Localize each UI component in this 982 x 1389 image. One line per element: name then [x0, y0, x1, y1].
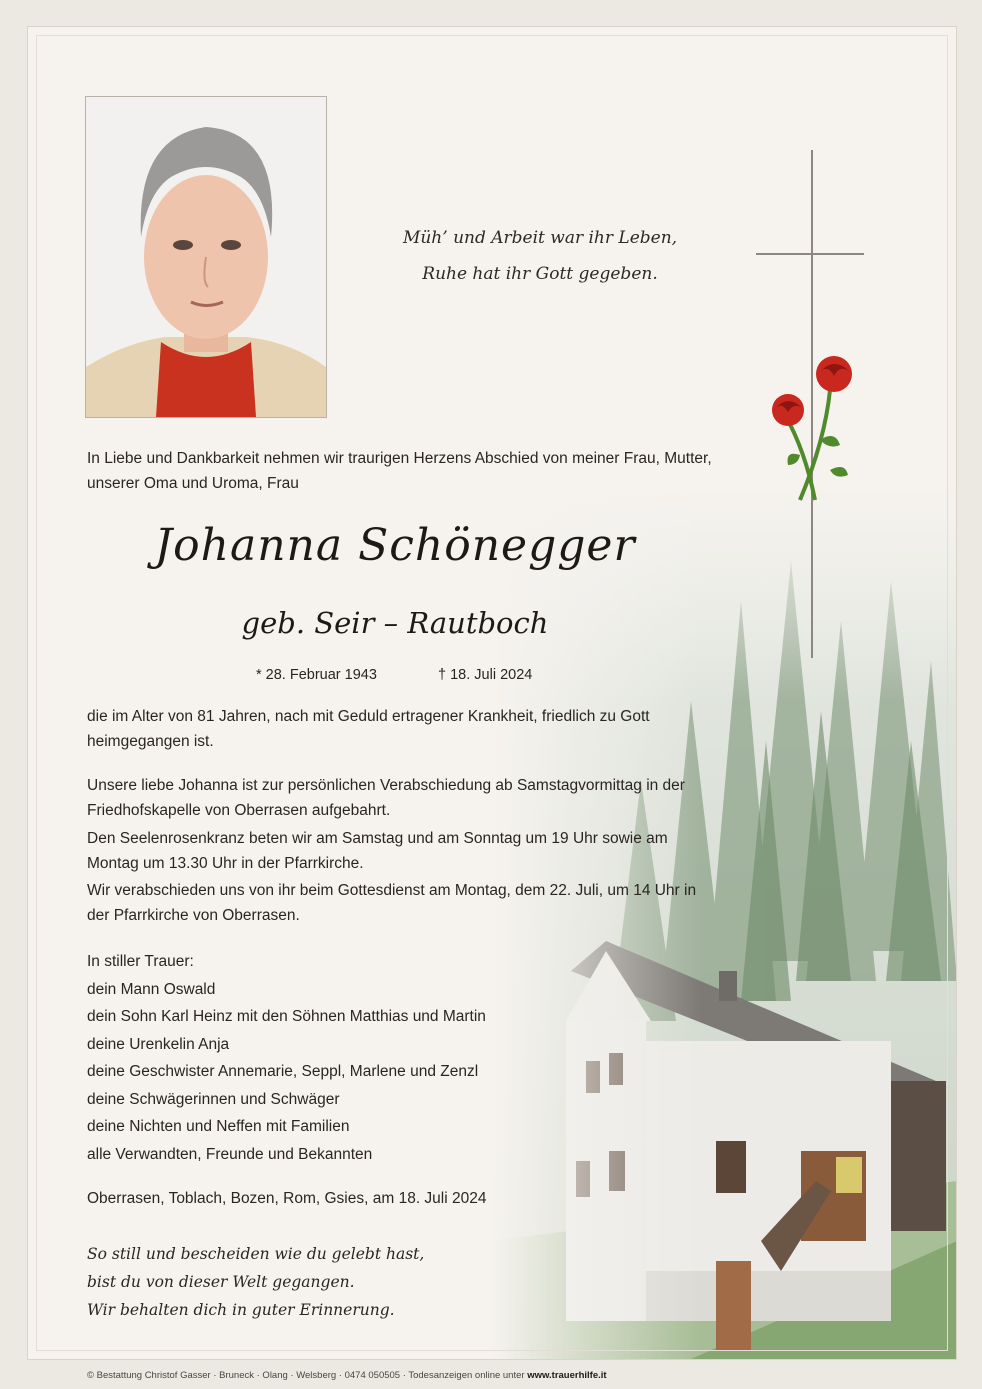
mourners-heading: In stiller Trauer: [87, 953, 194, 970]
poem-line: So still und bescheiden wie du gelebt hast, [87, 1245, 425, 1263]
birth-name: geb. Seir – Rautboch [241, 606, 549, 640]
list-item: deine Urenkelin Anja [87, 1035, 230, 1053]
list-item: deine Schwägerinnen und Schwäger [87, 1090, 340, 1108]
rose-icon [760, 350, 870, 510]
list-item: deine Nichten und Neffen mit Familien [87, 1118, 350, 1135]
deceased-name: Johanna Schönegger [154, 520, 636, 571]
birth-date: * 28. Februar 1943 [256, 667, 377, 683]
passing-text: die im Alter von 81 Jahren, nach mit Geduld ertragener Krankheit, friedlich zu Gott heimgegangen ist. [87, 708, 650, 750]
motto-line-2: Ruhe hat ihr Gott gegeben. [422, 264, 658, 284]
announcement-service: Wir verabschieden uns von ihr beim Gottesdienst am Montag, dem 22. Juli, um 14 Uhr in der Pfarrkirche von Oberrasen. [87, 882, 697, 924]
cross-horizontal-beam [756, 253, 864, 255]
motto [380, 220, 700, 292]
death-date: † 18. Juli 2024 [438, 667, 533, 683]
place-date: Oberrasen, Toblach, Bozen, Rom, Gsies, am 18. Juli 2024 [87, 1190, 487, 1207]
list-item: dein Mann Oswald [87, 980, 216, 998]
announcement-rosary: Den Seelenrosenkranz beten wir am Samstag und am Sonntag um 19 Uhr sowie am Montag um 13.30 Uhr in der Pfarrkirche. [87, 830, 668, 872]
closing-poem [87, 1240, 424, 1324]
footer-text: © Bestattung Christof Gasser · Bruneck · Olang · Welsberg · 0474 050505 · Todesanzeigen online unter [87, 1370, 525, 1381]
portrait-photo [85, 96, 327, 418]
motto-line-1: Müh’ und Arbeit war ihr Leben, [402, 228, 678, 248]
footer [87, 1370, 887, 1381]
poem-line: Wir behalten dich in guter Erinnerung. [87, 1301, 395, 1319]
poem-line: bist du von dieser Welt gegangen. [87, 1273, 355, 1291]
footer-link[interactable]: www.trauerhilfe.it [527, 1370, 607, 1381]
list-item: dein Sohn Karl Heinz mit den Söhnen Matthias und Martin [87, 1008, 486, 1025]
list-item: alle Verwandten, Freunde und Bekannten [87, 1145, 373, 1163]
list-item: deine Geschwister Annemarie, Seppl, Marlene und Zenzl [87, 1063, 479, 1080]
announcement-viewing: Unsere liebe Johanna ist zur persönlichen Verabschiedung ab Samstagvormittag in der Friedhofskapelle von Oberrasen aufgebahrt. [87, 777, 685, 819]
mourners-list [87, 948, 486, 1168]
intro-text: In Liebe und Dankbarkeit nehmen wir traurigen Herzens Abschied von meiner Frau, Mutter, unserer Oma und Uroma, Frau [87, 450, 712, 492]
